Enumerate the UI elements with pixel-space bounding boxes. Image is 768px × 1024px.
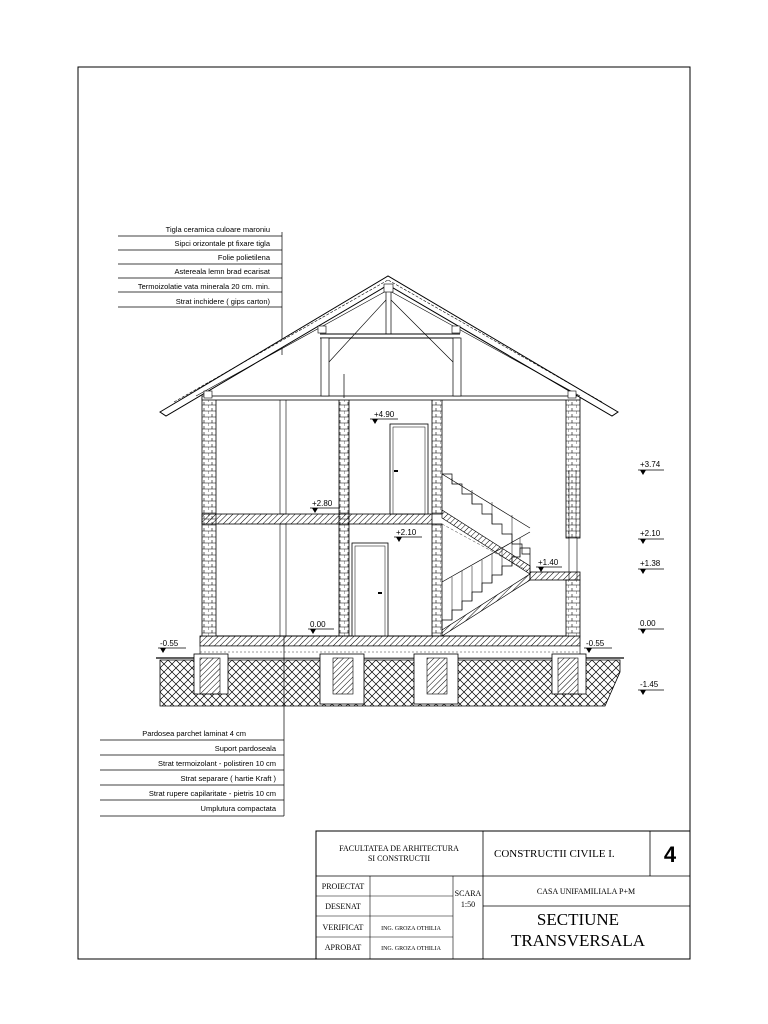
- roof-layer-6: Strat inchidere ( gips carton): [175, 297, 270, 306]
- level-marker-0-00-interior: [308, 620, 334, 634]
- level-marker-right-0-00: [638, 619, 664, 634]
- verificat-name: ING. GROZA OTHILIA: [381, 926, 441, 932]
- level-marker-minus-0-55-right: [584, 639, 612, 653]
- svg-text:-1.45: -1.45: [640, 680, 659, 689]
- roof-layer-1: Tigla ceramica culoare maroniu: [165, 225, 270, 234]
- level-marker-1-40: [536, 558, 562, 572]
- faculty-name-line2: SI CONSTRUCTII: [367, 854, 431, 863]
- row-verificat: VERIFICAT: [322, 923, 364, 932]
- row-proiectat: PROIECTAT: [321, 882, 365, 891]
- level-marker-right-2-10: [638, 529, 664, 544]
- drawing-title-line1: SECTIUNE: [536, 910, 620, 929]
- level-marker-2-10-interior: [394, 528, 422, 542]
- floor-layer-2: Suport pardoseala: [214, 744, 276, 753]
- sheet-number: 4: [663, 842, 677, 867]
- sheet-frame: [78, 67, 690, 959]
- floor-layer-3: Strat termoizolant - polistiren 10 cm: [158, 759, 276, 768]
- level-marker-2-80: [310, 499, 340, 513]
- roof-layer-5: Termoizolatie vata minerala 20 cm. min.: [137, 282, 270, 291]
- staircase: [442, 474, 530, 636]
- svg-text:+1.38: +1.38: [640, 559, 661, 568]
- floor-layer-4: Strat separare ( hartie Kraft ): [180, 774, 276, 783]
- level-marker-right-1-38: [638, 559, 664, 574]
- roof-layer-4: Astereala lemn brad ecarisat: [174, 267, 270, 276]
- scale-label: SCARA: [454, 889, 482, 898]
- svg-text:0.00: 0.00: [310, 620, 326, 629]
- level-marker-right-3-74: [638, 460, 664, 475]
- svg-text:+3.74: +3.74: [640, 460, 661, 469]
- floor-layer-5: Strat rupere capilaritate - pietris 10 cm: [148, 789, 276, 798]
- floor-layer-1: Pardosea parchet laminat 4 cm: [142, 729, 246, 738]
- ground-and-foundations: [156, 636, 624, 706]
- svg-text:+1.40: +1.40: [538, 558, 559, 567]
- svg-text:+4.90: +4.90: [374, 410, 395, 419]
- svg-text:0.00: 0.00: [640, 619, 656, 628]
- level-marker-right-minus-1-45: [638, 680, 664, 695]
- doors: [352, 424, 428, 636]
- svg-text:+2.10: +2.10: [640, 529, 661, 538]
- svg-text:+2.80: +2.80: [312, 499, 333, 508]
- drawing-title-line2: TRANSVERSALA: [510, 931, 646, 950]
- level-marker-4-90: [370, 410, 398, 424]
- faculty-name-line1: FACULTATEA DE ARHITECTURA: [339, 844, 459, 853]
- scale-value: 1:50: [460, 900, 476, 909]
- roof-layers-callout: [118, 225, 282, 355]
- aprobat-name: ING. GROZA OTHILIA: [381, 946, 441, 952]
- project-name: CASA UNIFAMILIALA P+M: [536, 887, 636, 896]
- row-aprobat: APROBAT: [324, 943, 362, 952]
- title-block: [316, 831, 690, 959]
- roof-layer-2: Sipci orizontale pt fixare tigla: [174, 239, 270, 248]
- row-desenat: DESENAT: [325, 902, 361, 911]
- svg-text:+2.10: +2.10: [396, 528, 417, 537]
- course-title: CONSTRUCTII CIVILE I.: [494, 848, 615, 860]
- level-marker-minus-0-55-left: [158, 639, 186, 653]
- roof-layer-3: Folie polietilena: [217, 253, 270, 262]
- svg-text:-0.55: -0.55: [160, 639, 179, 648]
- floor-layer-6: Umplutura compactata: [200, 804, 276, 813]
- svg-text:-0.55: -0.55: [586, 639, 605, 648]
